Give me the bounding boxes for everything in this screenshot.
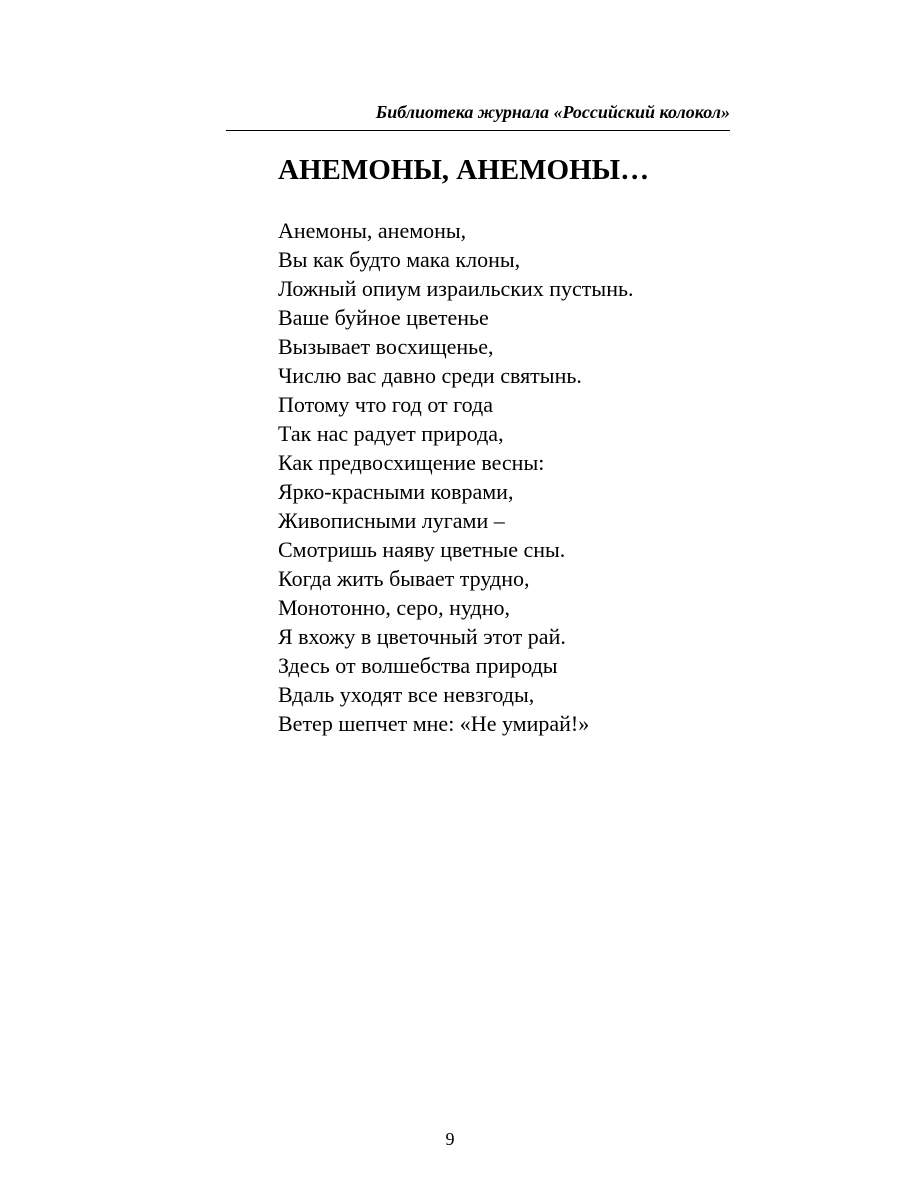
poem-line: Анемоны, анемоны, [278,218,467,243]
poem-title: АНЕМОНЫ, АНЕМОНЫ… [278,154,650,186]
poem-line: Ярко-красными коврами, [278,479,514,504]
poem-line: Я вхожу в цветочный этот рай. [278,624,566,649]
poem-line: Как предвосхищение весны: [278,450,545,475]
poem-line: Живописными лугами – [278,508,505,533]
poem-line: Вызывает восхищенье, [278,334,494,359]
header-divider [226,130,730,131]
poem-line: Здесь от волшебства природы [278,653,558,678]
poem-line: Числю вас давно среди святынь. [278,363,582,388]
poem-line: Ваше буйное цветенье [278,305,489,330]
poem-line: Вы как будто мака клоны, [278,247,521,272]
poem-line: Смотришь наяву цветные сны. [278,537,566,562]
page-number: 9 [445,1129,455,1149]
poem-line: Ложный опиум израильских пустынь. [278,276,634,301]
poem-body [278,216,634,738]
poem-line: Вдаль уходят все невзгоды, [278,682,535,707]
poem-line: Когда жить бывает трудно, [278,566,530,591]
poem-line: Монотонно, серо, нудно, [278,595,511,620]
poem-line: Потому что год от года [278,392,493,417]
poem-line: Ветер шепчет мне: «Не умирай!» [278,711,590,736]
poem-line: Так нас радует природа, [278,421,504,446]
running-header: Библиотека журнала «Российский колокол» [375,102,730,122]
